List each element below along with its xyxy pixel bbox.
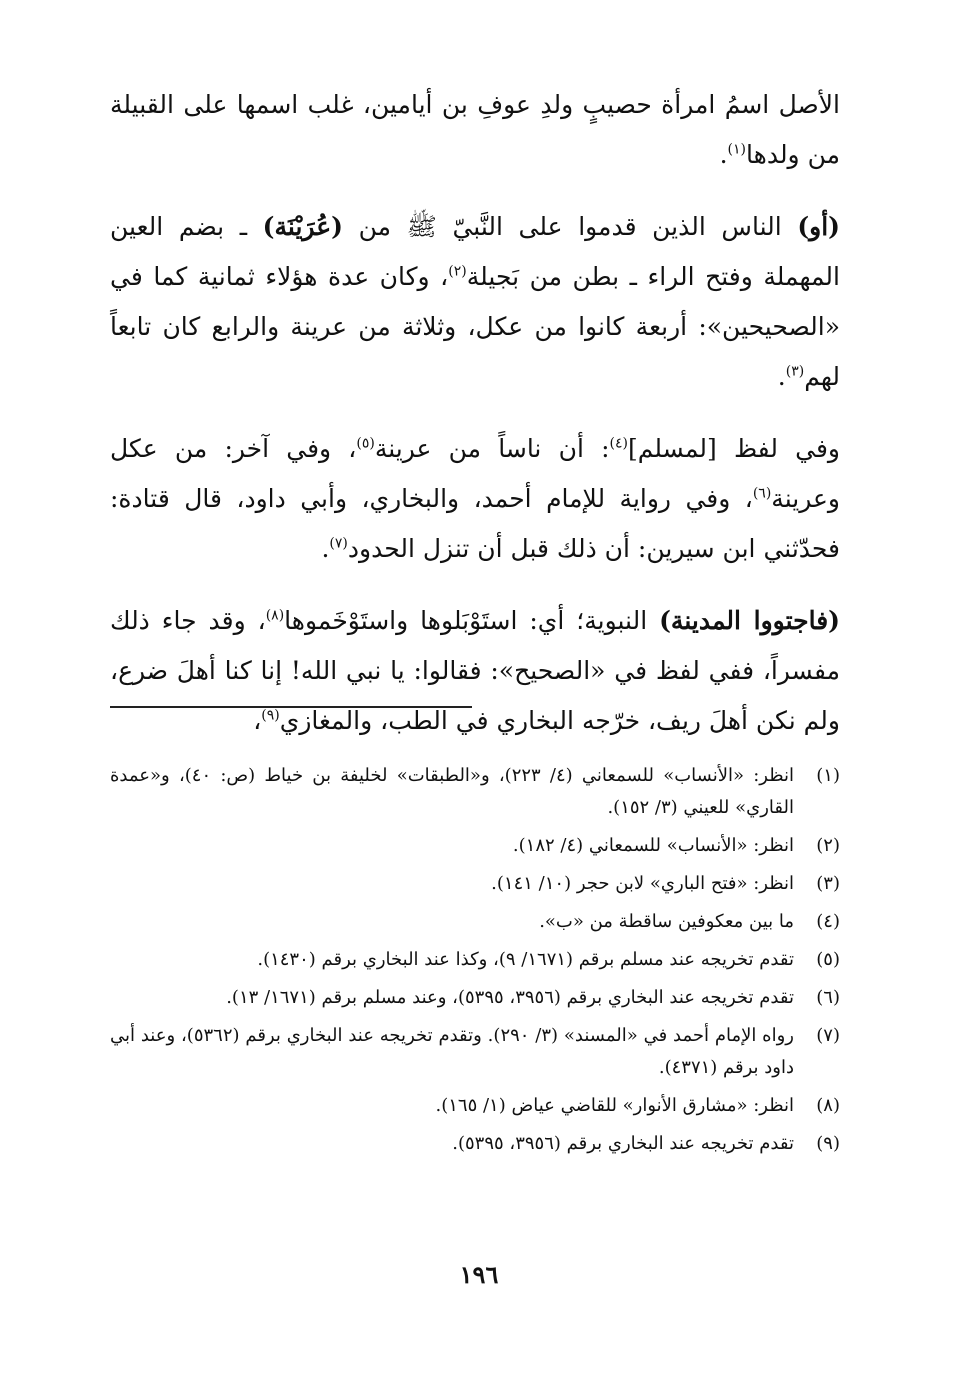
footnote: [110, 944, 840, 976]
footnote: [110, 1128, 840, 1160]
paragraph-1: [110, 80, 840, 180]
footnote-text: رواه الإمام أحمد في «المسند» (٣/ ٢٩٠). وتقدم تخريجه عند البخاري برقم (٥٣٦٢)، وعند أبي داود برقم (٤٣٧١).: [110, 1025, 794, 1078]
footnote-ref: (١): [727, 141, 747, 158]
paragraph-text: ، وفي رواية للإمام أحمد، والبخاري، وأبي داود، قال قتادة: فحدّثني ابن سيرين: أن ذلك قبل أن تنزل الحدود: [110, 484, 840, 563]
paragraph-text: النبوية؛ أي: استَوْبَلوها واستَوْخَموها: [284, 606, 648, 635]
paragraph-end: .: [777, 362, 786, 391]
paragraph-4: [110, 596, 840, 746]
footnote-ref: (٩): [261, 707, 280, 724]
footnote-number: (٤): [816, 911, 840, 932]
footnote: [110, 906, 840, 938]
paragraph-end: ،: [253, 706, 262, 735]
paragraph-text: وفي لفظ [لمسلم]: [627, 434, 840, 463]
footnote-number: (١): [816, 765, 840, 786]
paragraph-end: .: [719, 140, 728, 169]
paragraph-text: ، وفي آخر: من عكل وعرينة: [110, 434, 840, 513]
footnote-number: (٨): [816, 1095, 840, 1116]
paragraph-2: [110, 202, 840, 402]
lemma-lead: (أو): [797, 212, 840, 241]
footnote-text: تقدم تخريجه عند مسلم برقم (١٦٧١/ ٩)، وكذا عند البخاري برقم (١٤٣٠).: [257, 949, 794, 970]
paragraph-text: الناس الذين قدموا على النَّبيّ ﷺ من: [358, 212, 782, 241]
paragraph-3: [110, 424, 840, 574]
footnote-text: انظر: «فتح الباري» لابن حجر (١٠/ ١٤١).: [491, 873, 794, 894]
footnote-ref: (٣): [785, 363, 805, 380]
footnote-number: (٥): [816, 949, 840, 970]
footnote-text: انظر: «مشارق الأنوار» للقاضي عياض (١/ ١٦٥).: [435, 1095, 794, 1116]
footnote: [110, 868, 840, 900]
footnote-ref: (٤): [609, 435, 628, 452]
paragraph-end: .: [321, 534, 330, 563]
paragraph-text: الأصل اسمُ امرأة حصيبٍ ولدِ عوفِ بن أيامين، غلب اسمها على القبيلة من ولدها: [110, 90, 840, 169]
lemma-lead: (فاجتووا المدينة): [659, 606, 840, 635]
paragraph-text: ـ بضم العين المهملة وفتح الراء ـ بطن من بَجيلة: [110, 212, 840, 291]
footnote: [110, 1090, 840, 1122]
footnote-text: انظر: «الأنساب» للسمعاني (٤/ ١٨٢).: [512, 835, 794, 856]
footnote-number: (٧): [816, 1025, 840, 1046]
footnote-ref: (٦): [752, 485, 772, 502]
footnote-number: (٦): [816, 987, 840, 1008]
lemma-term: (عُرَيْنَة): [262, 212, 343, 241]
paragraph-text: ، وقد جاء ذلك مفسراً، ففي لفظ في «الصحيح»: فقالوا: يا نبي الله! إنا كنا أهلَ ضرع، ولم نكن أهلَ ريف، خرّجه البخاري في الطب، والمغازي: [110, 606, 840, 735]
paragraph-text: : أن ناساً من عرينة: [374, 434, 610, 463]
footnote: [110, 982, 840, 1014]
footnote: [110, 830, 840, 862]
footnote-ref: (٧): [329, 535, 348, 552]
page-number: ١٩٦: [459, 1260, 499, 1289]
footnote-text: ما بين معكوفين ساقطة من «ب».: [539, 911, 794, 932]
footnote-number: (٩): [816, 1133, 840, 1154]
footnote-text: تقدم تخريجه عند البخاري برقم (٣٩٥٦، ٥٣٩٥).: [452, 1133, 794, 1154]
footnote-number: (٣): [816, 873, 840, 894]
footnote-separator: [110, 706, 472, 708]
footnote-number: (٢): [816, 835, 840, 856]
footnote-text: تقدم تخريجه عند البخاري برقم (٣٩٥٦، ٥٣٩٥)، وعند مسلم برقم (١٦٧١/ ١٣).: [226, 987, 794, 1008]
main-text: [110, 80, 840, 768]
footnote-ref: (٨): [265, 607, 285, 624]
footnote-ref: (٢): [448, 263, 467, 280]
footnote-ref: (٥): [356, 435, 375, 452]
footnotes: [110, 760, 840, 1166]
paragraph-text: ، وكان عدة هؤلاء ثمانية كما في «الصحيحين»: أربعة كانوا من عكل، وثلاثة من عرينة والرابع كان تابعاً لهم: [110, 262, 840, 391]
footnote: [110, 1020, 840, 1084]
footnote: [110, 760, 840, 824]
footnote-text: انظر: «الأنساب» للسمعاني (٤/ ٢٢٣)، و«الطبقات» لخليفة بن خياط (ص: ٤٠)، و«عمدة القاري» للعيني (٣/ ١٥٢).: [110, 765, 794, 818]
